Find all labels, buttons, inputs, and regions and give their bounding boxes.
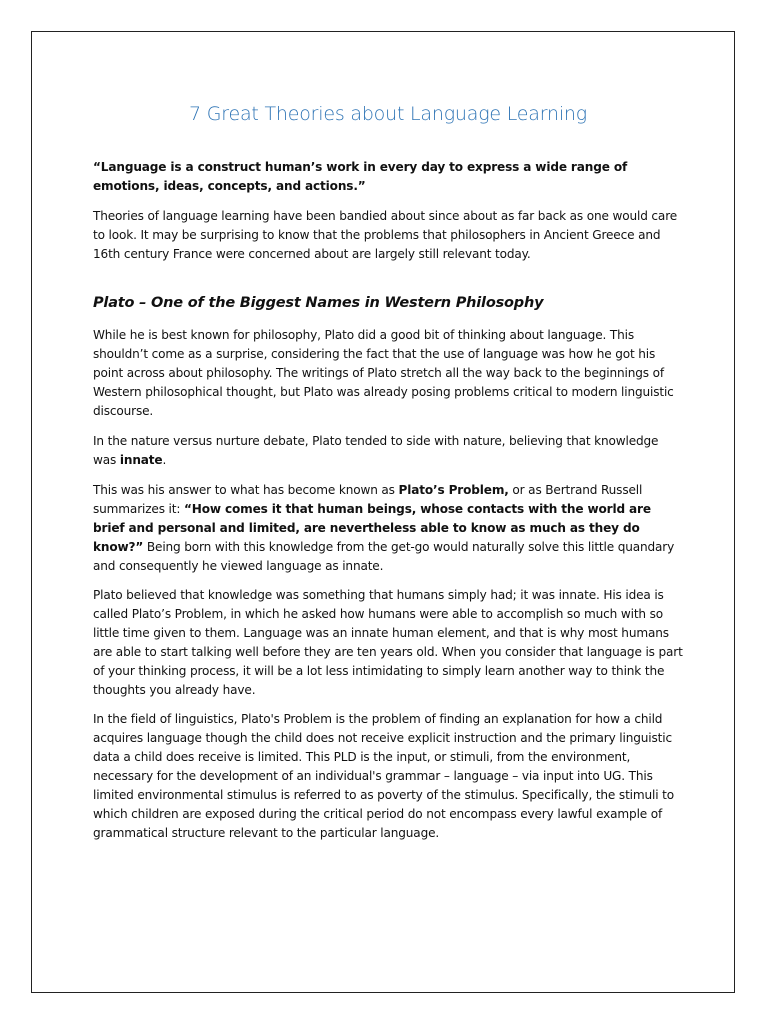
p3-bold-russell-quote: “How comes it that human beings, whose contacts with the world are brief and personal and limited, are nevertheless able to know as much as they do know?” (93, 502, 651, 554)
p2-text-before: In the nature versus nurture debate, Plato tended to side with nature, believing that knowledge was (93, 434, 659, 467)
paragraph-plato-philosophy: While he is best known for philosophy, Plato did a good bit of thinking about language. This shouldn’t come as a surprise, considering the fact that the use of language was how he got his point across about philosophy. The writings of Plato stretch all the way back to the beginnings of Western philosophical thought, but Plato was already posing problems critical to modern linguistic discourse. (93, 328, 674, 418)
p2-text-after: . (162, 453, 167, 467)
p2-bold-innate: innate (119, 453, 163, 467)
paragraph-innate-knowledge: Plato believed that knowledge was something that humans simply had; it was innate. His idea is called Plato’s Problem, in which he asked how humans were able to accomplish so much with so little time given to them. Language was an innate human element, and that is why most humans are able to start talking well before they are ten years old. When you consider that language is part of your thinking process, it will be a lot less intimidating to simply learn another way to think the thoughts you already have. (93, 588, 683, 697)
section-heading-plato: Plato – One of the Biggest Names in Western Philosophy (93, 295, 544, 311)
opening-quote: “Language is a construct human’s work in every day to express a wide range of emotions, ideas, concepts, and actions.” (93, 160, 628, 193)
p3-part2: or as Bertrand Russell summarizes it: (93, 483, 643, 516)
p3-bold-platos-problem: Plato’s Problem, (398, 483, 509, 497)
paragraph-nature-nurture (93, 432, 683, 470)
p3-part1: This was his answer to what has become known as (93, 483, 399, 497)
paragraph-platos-problem (93, 481, 683, 576)
paragraph-linguistics: In the field of linguistics, Plato's Problem is the problem of finding an explanation for how a child acquires language though the child does not receive explicit instruction and the primary linguistic data a child does receive is limited. This PLD is the input, or stimuli, from the environment, necessary for the development of an individual's grammar – language – via input into UG. This limited environmental stimulus is referred to as poverty of the stimulus. Specifically, the stimuli to which children are exposed during the critical period do not encompass every lawful example of grammatical structure relevant to the particular language. (93, 712, 674, 840)
document-title: 7 Great Theories about Language Learning (189, 103, 587, 125)
intro-paragraph: Theories of language learning have been bandied about since about as far back as one would care to look. It may be surprising to know that the problems that philosophers in Ancient Greece and 16th century France were concerned about are largely still relevant today. (93, 209, 678, 261)
p3-part3: Being born with this knowledge from the get-go would naturally solve this little quandary and consequently he viewed language as innate. (93, 540, 675, 573)
